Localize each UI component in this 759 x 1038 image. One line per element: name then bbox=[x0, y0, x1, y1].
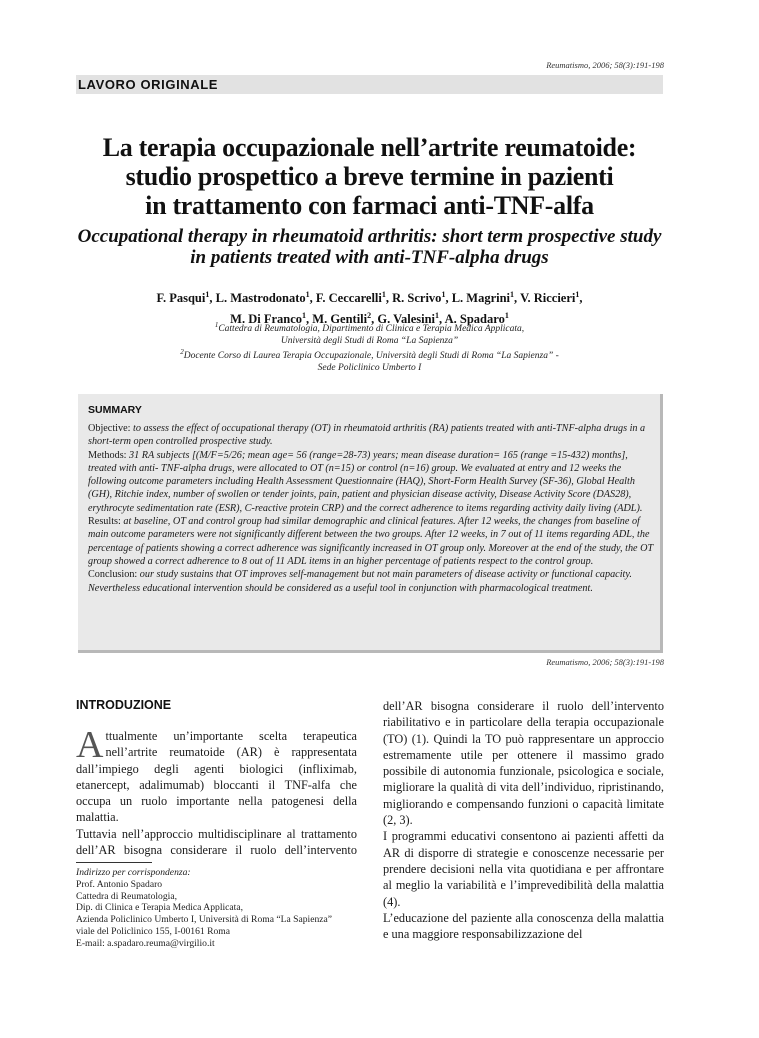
affiliations bbox=[90, 320, 649, 374]
subtitle-line: Occupational therapy in rheumatoid arthritis: short term prospective study bbox=[77, 226, 662, 247]
summary-objective: Objective: to assess the effect of occupational therapy (OT) in rheumatoid arthritis (RA) patients treated with anti-TNF-alpha drugs in a short-term open controlled prospective study. bbox=[88, 423, 646, 448]
correspondence-label: Indirizzo per corrispondenza: bbox=[76, 867, 191, 878]
affiliation-line: $^2$Docente Corso di Laurea Terapia Occupazionale, Università degli Studi di Roma “La Sapienza” - bbox=[180, 348, 559, 362]
subtitle-line: in patients treated with anti-TNF-alpha drugs bbox=[190, 247, 549, 268]
right-column bbox=[383, 698, 664, 1038]
drop-cap: A bbox=[76, 724, 104, 766]
footnote-rule bbox=[76, 862, 152, 863]
left-column bbox=[76, 698, 357, 858]
correspondence-name: Prof. Antonio Spadaro bbox=[76, 878, 163, 890]
intro-paragraph: L’educazione del paziente alla conoscenza della malattia e una maggiore responsabilizzazione del bbox=[383, 910, 664, 942]
author: V. Riccieri$^1$, bbox=[520, 290, 583, 306]
summary-methods: Methods: 31 RA subjects [(M/F=5/26; mean age= 56 (range=28-73) years; mean disease duration= 165 (range =15-432) months], treated with anti- TNF-alpha drugs, were allocated to OT (n=15) or control (n=16) group. We evaluated at entry and 12 weeks the following outcome parameters including Health Assessment Questionnaire (HAQ), Short-Form Health Survey (SF-36), Global Health (GH), Ritchie index, number of swollen or tender joints, pain, patient and physician disease activity, Disease Activity Score (DAS28), erythrocyte sedimentation rate (ESR), C-reactive protein CRP) and the correct adherence to items regarding activity daily living (ADL). bbox=[88, 449, 643, 514]
intro-paragraph: Tuttavia nell’approccio multidisciplinare al trattamento dell’AR bisogna considerare il ruolo dell’intervento bbox=[76, 826, 357, 858]
correspondence-line: Cattedra di Reumatologia, bbox=[76, 890, 177, 902]
intro-heading: INTRODUZIONE bbox=[76, 698, 172, 712]
summary-box bbox=[78, 394, 663, 653]
author: L. Mastrodonato$^1$, bbox=[215, 290, 313, 306]
author: M. Gentili$^2$, bbox=[312, 311, 375, 327]
title-line: La terapia occupazionale nell’artrite reumatoide: bbox=[102, 133, 637, 162]
section-bar bbox=[76, 75, 663, 94]
author: L. Magrini$^1$, bbox=[451, 290, 518, 306]
affiliation-line: $^1$Cattedra di Reumatologia, Dipartimento di Clinica e Terapia Medica Applicata, bbox=[214, 321, 525, 335]
section-label: LAVORO ORIGINALE bbox=[78, 77, 219, 92]
right-column-clip bbox=[383, 698, 664, 1038]
journal-reference-bottom: Reumatismo, 2006; 58(3):191-198 bbox=[546, 657, 664, 667]
article-subtitle bbox=[76, 226, 663, 268]
journal-reference: Reumatismo, 2006; 58(3):191-198 bbox=[546, 60, 664, 70]
summary-results: Results: at baseline, OT and control group had similar demographic and clinical features. After 12 weeks, the changes from baseline of main outcome parameters were not significantly different between the two groups. After 12 weeks, in 7 out of 11 items regarding ADL, the percentage of patients showing a correct adherence was significantly increased in OT group only. Moreover at the end of the study, the OT group showed a correct adherence to 8 out of 11 ADL items in an higher percentage of patients respect to the control group. bbox=[88, 516, 653, 567]
summary-heading: SUMMARY bbox=[88, 404, 142, 416]
title-line: studio prospettico a breve termine in pazienti bbox=[125, 162, 614, 191]
author: M. Di Franco$^1$, bbox=[230, 311, 310, 327]
correspondence-line: Azienda Policlinico Umberto I, Università di Roma “La Sapienza” bbox=[76, 914, 333, 926]
author: F. Ceccarelli$^1$, bbox=[315, 290, 389, 306]
correspondence-email: E-mail: a.spadaro.reuma@virgilio.it bbox=[76, 937, 215, 949]
intro-paragraph-continued: dell’AR bisogna considerare il ruolo dell’intervento riabilitativo e in particolare della terapia occupazionale (TO) (1). Quindi la TO può rappresentare un approccio estremamente utile per ottenere il massimo grado possibile di autonomia funzionale, psicologica e sociale, migliorare la qualità di vita dell’individuo, ripristinando, migliorando e compensando funzioni o capacità limitate (2, 3). bbox=[383, 699, 664, 828]
author-line bbox=[90, 286, 649, 307]
correspondence-line: Dip. di Clinica e Terapia Medica Applicata, bbox=[76, 902, 243, 914]
intro-paragraph: I programmi educativi consentono ai pazienti affetti da AR di disporre di strategie e conoscenze necessarie per prendere decisioni nella vita quotidiana e per affrontare al meglio la variabilità e l’imprevedibilità della malattia (4). bbox=[383, 829, 664, 909]
author: A. Spadaro$^1$ bbox=[444, 311, 509, 327]
summary-content bbox=[88, 404, 654, 595]
author: R. Scrivo$^1$, bbox=[392, 290, 449, 306]
summary-conclusion: Conclusion: our study sustains that OT improves self-management but not main parameters of disease activity or functional capacity. Nevertheless educational intervention should be considered as a useful tool in conjunction with pharmacological treatment. bbox=[88, 569, 632, 594]
author: F. Pasqui$^1$, bbox=[156, 290, 213, 306]
intro-paragraph: Attualmente un’importante scelta terapeutica nell’artrite reumatoide (AR) è rappresentata dall’impiego degli agenti biologici (infliximab, etanercept, adalimumab) bloccanti il TNF-alfa che occupa un ruolo importante nella patogenesi della malattia. bbox=[76, 724, 357, 825]
author: G. Valesini$^1$, bbox=[377, 311, 443, 327]
correspondence-line: viale del Policlinico 155, I-00161 Roma bbox=[76, 925, 231, 937]
correspondence-footnote bbox=[76, 867, 366, 950]
title-line: in trattamento con farmaci anti-TNF-alfa bbox=[145, 191, 594, 220]
affiliation-line: Sede Policlinico Umberto I bbox=[317, 362, 422, 373]
article-title bbox=[76, 133, 663, 220]
affiliation-line: Università degli Studi di Roma “La Sapienza” bbox=[280, 335, 459, 346]
